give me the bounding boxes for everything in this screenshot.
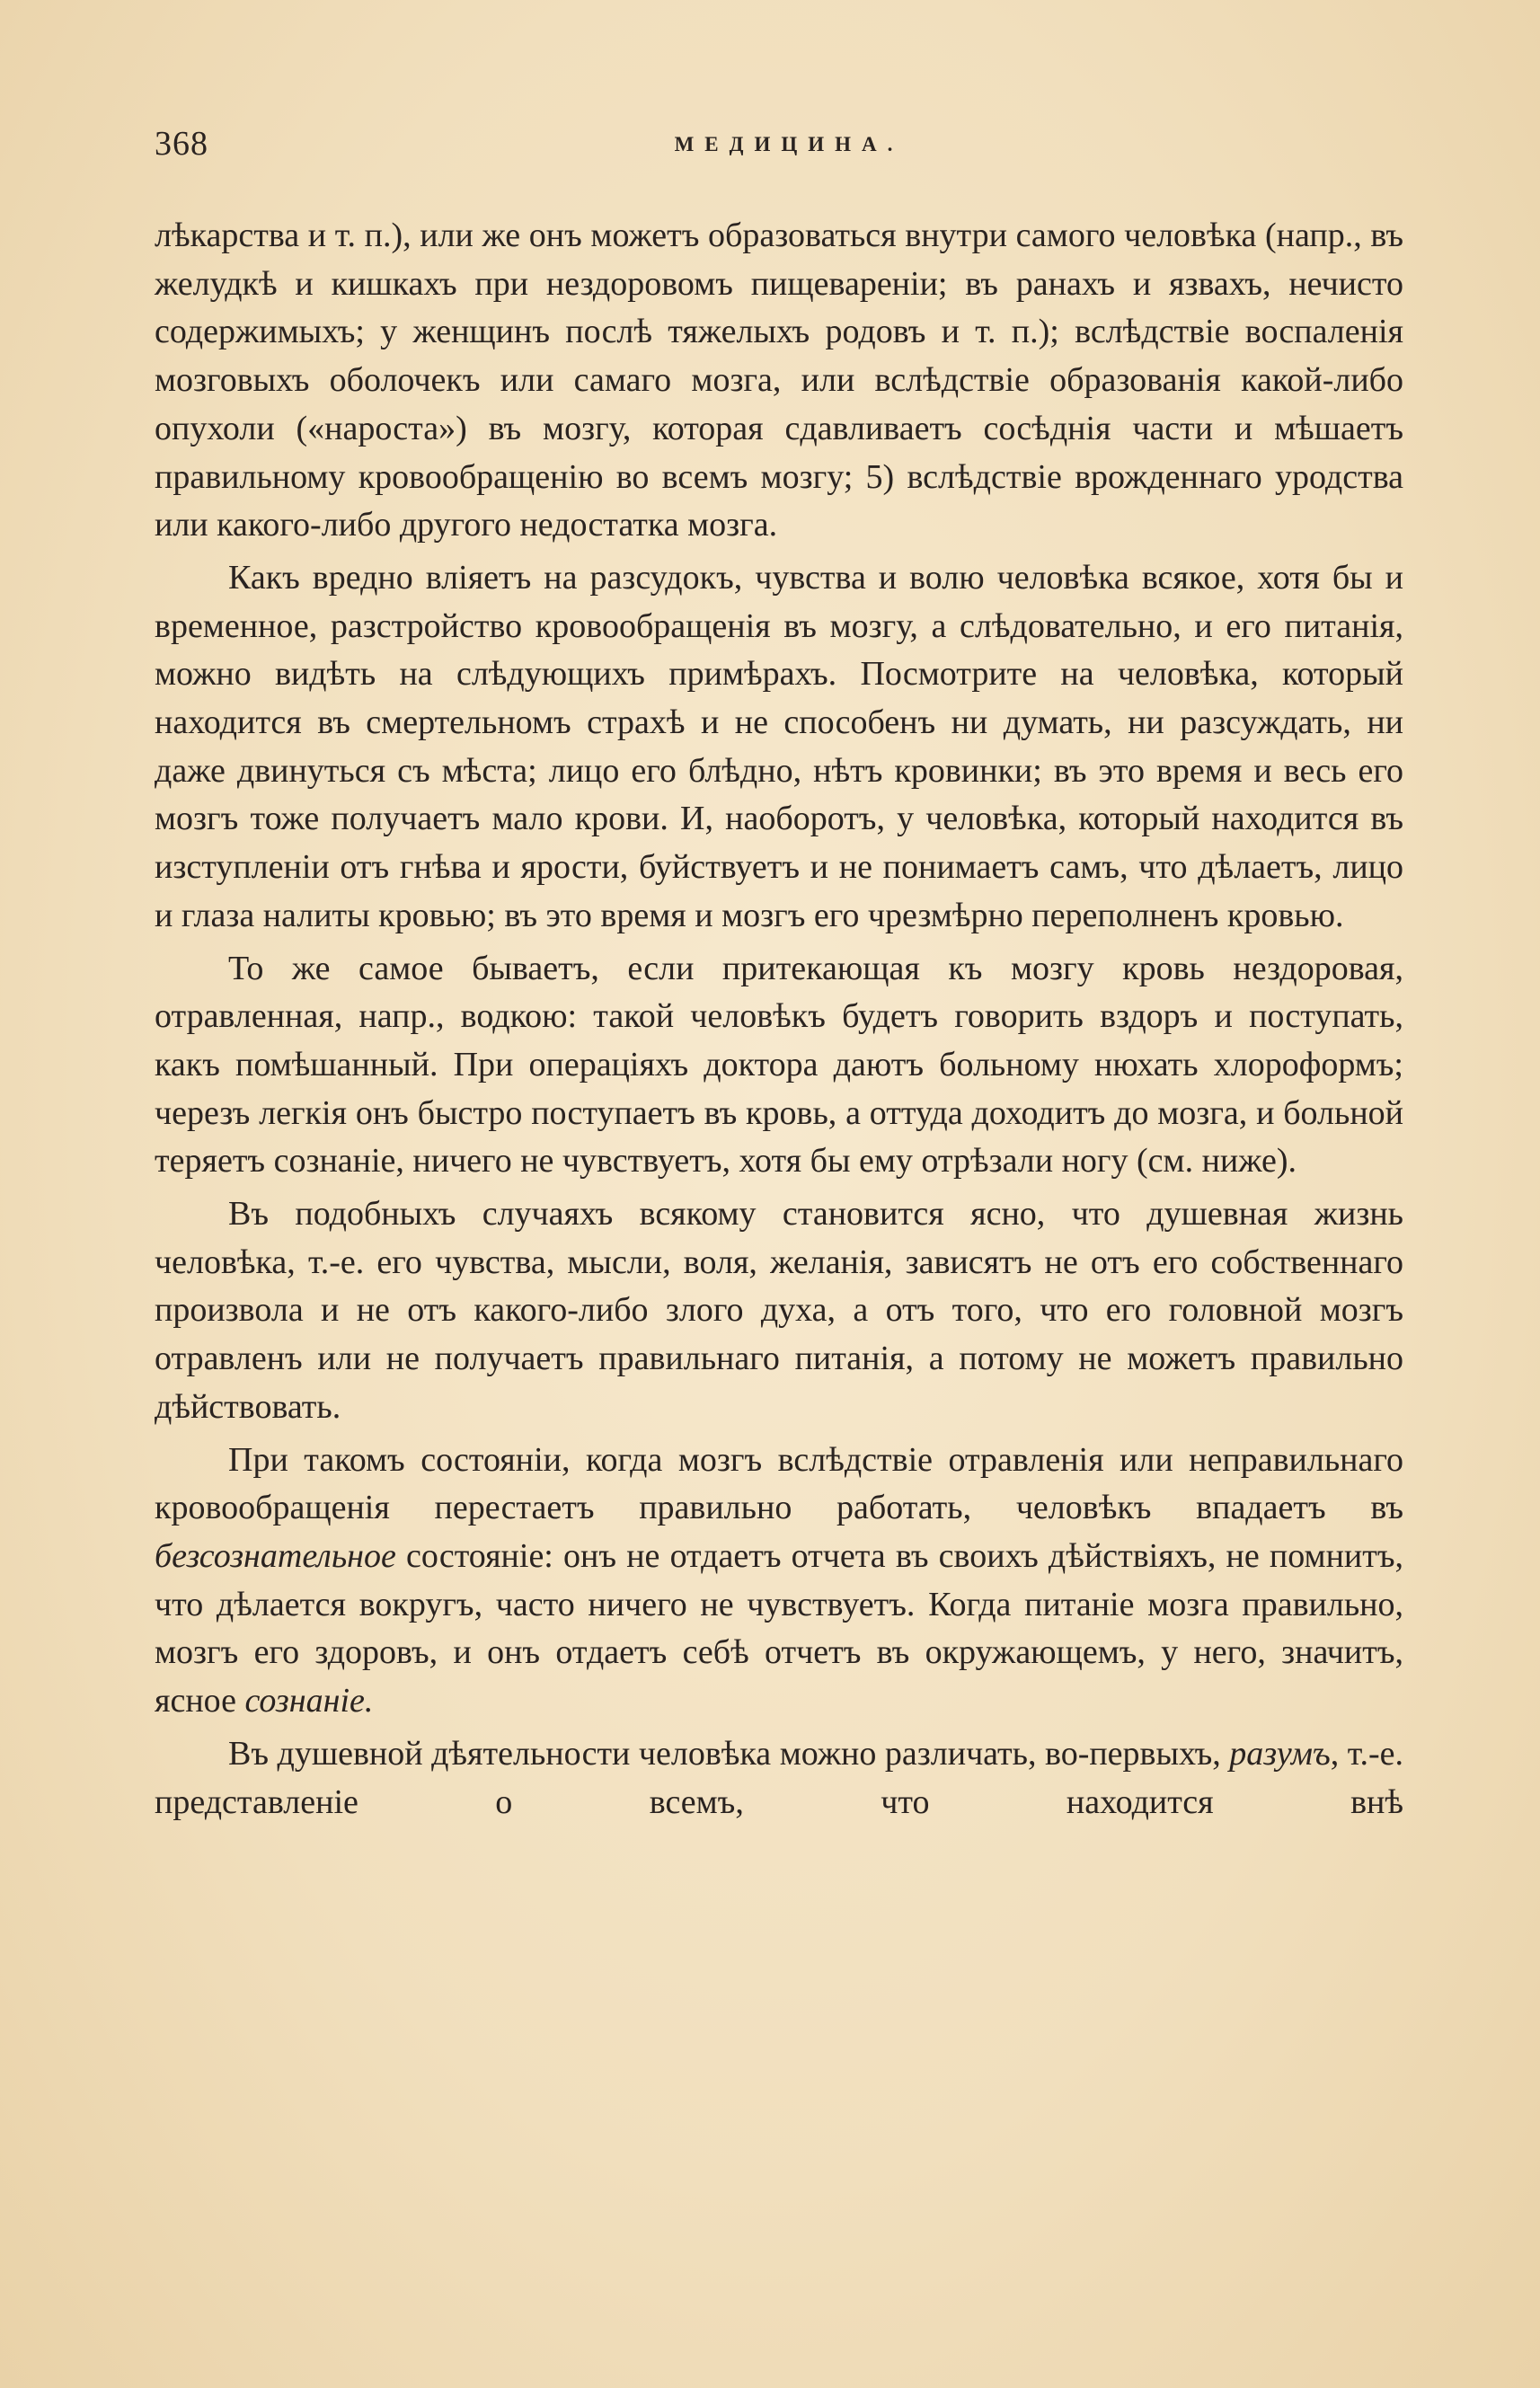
paragraph: [155, 554, 1403, 941]
italic-term: сознаніе.: [244, 1682, 374, 1720]
paragraph: [155, 1730, 1403, 1826]
text-run: состояніе: онъ не отдаетъ отчета въ своихъ дѣйствіяхъ, не помнитъ, что дѣлается вокругъ, часто ничего не чувствуетъ. Когда питаніе мозга правильно, мозгъ его здоровъ, и онъ отдаетъ себѣ отчетъ въ окружающемъ, у него, значитъ, ясное: [155, 1536, 1403, 1720]
text-run: Какъ вредно вліяетъ на разсудокъ, чувства и волю человѣка всякое, хотя бы и временное, разстройство кровообращенія въ мозгу, а слѣдовательно, и его питанія, можно видѣть на слѣдующихъ примѣрахъ. Посмотрите на человѣка, который находится въ смертельномъ страхѣ и не способенъ ни думать, ни разсуждать, ни даже двинуться съ мѣста; лицо его блѣдно, нѣтъ кровинки; въ это время и весь его мозгъ тоже получаетъ мало крови. И, наоборотъ, у человѣка, который находится въ изступленіи отъ гнѣва и ярости, буйствуетъ и не понимаетъ самъ, что дѣлаетъ, лицо и глаза налиты кровью; въ это время и мозгъ его чрезмѣрно переполненъ кровью.: [155, 558, 1403, 934]
page-number: 368: [155, 125, 208, 163]
text-run: Въ подобныхъ случаяхъ всякому становится ясно, что душевная жизнь человѣка, т.-е. его чувства, мысли, воля, желанія, зависятъ не отъ его собственнаго произвола и не отъ какого-либо злого духа, а отъ того, что его головной мозгъ отравленъ или не получаетъ правильнаго питанія, а потому не можетъ правильно дѣйствовать.: [155, 1195, 1403, 1426]
running-head: [155, 124, 1387, 169]
body-text: [155, 212, 1403, 1826]
paragraph: [155, 212, 1403, 550]
italic-term: разумъ: [1229, 1734, 1331, 1773]
running-title: МЕДИЦИНА.: [674, 133, 904, 155]
text-run: То же самое бываетъ, если притекающая къ мозгу кровь нездоровая, отравленная, напр., водкою: такой человѣкъ будетъ говорить вздоръ и поступать, какъ помѣшанный. При операціяхъ доктора даютъ больному нюхать хлороформъ; черезъ легкія онъ быстро поступаетъ въ кровь, а оттуда доходитъ до мозга, и больной теряетъ сознаніе, ничего не чувствуетъ, хотя бы ему отрѣзали ногу (см. ниже).: [155, 949, 1403, 1181]
paragraph: [155, 945, 1403, 1187]
text-run: При такомъ состояніи, когда мозгъ вслѣдствіе отравленія или неправильнаго кровообращенія перестаетъ правильно работать, человѣкъ впадаетъ въ: [155, 1440, 1403, 1527]
italic-term: безсознательное: [155, 1536, 396, 1575]
paragraph: [155, 1437, 1403, 1726]
text-run: , т.-е. представленіе о всемъ, что находится внѣ: [155, 1734, 1403, 1821]
text-run: лѣкарства и т. п.), или же онъ можетъ образоваться внутри самого человѣка (напр., въ желудкѣ и кишкахъ при нездоровомъ пищевареніи; въ ранахъ и язвахъ, нечисто содержимыхъ; у женщинъ послѣ тяжелыхъ родовъ и т. п.); вслѣдствіе воспаленія мозговыхъ оболочекъ или самаго мозга, или вслѣдствіе образованія какой-либо опухоли («нароста») въ мозгу, которая сдавливаетъ сосѣднія части и мѣшаетъ правильному кровообращенію во всемъ мозгу; 5) вслѣдствіе врожденнаго уродства или какого-либо другого недостатка мозга.: [155, 217, 1403, 544]
paragraph: [155, 1190, 1403, 1432]
text-run: Въ душевной дѣятельности человѣка можно различать, во-первыхъ,: [228, 1734, 1230, 1773]
